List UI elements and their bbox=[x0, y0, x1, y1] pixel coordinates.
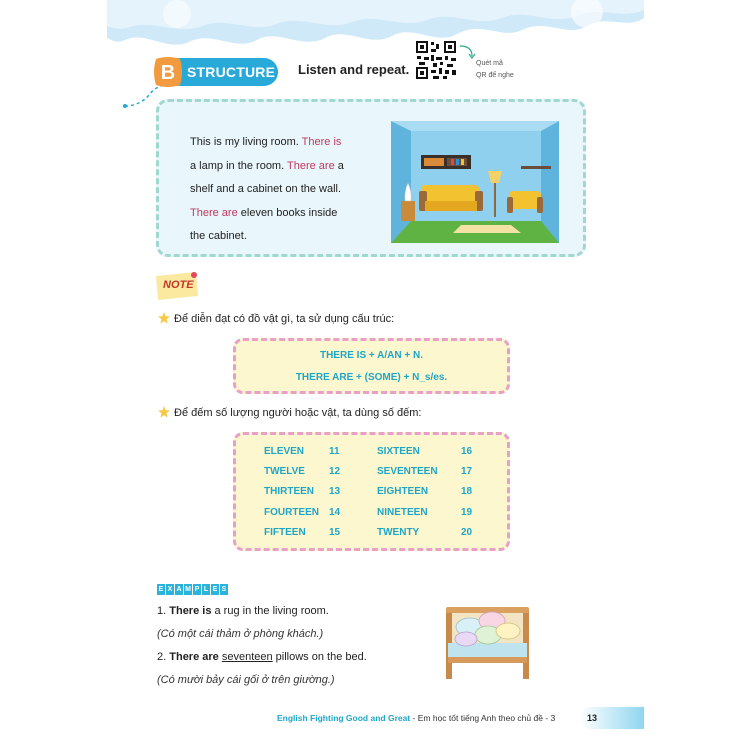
examples-letter: E bbox=[212, 586, 218, 593]
qr-code[interactable] bbox=[415, 40, 457, 80]
examples-letter: X bbox=[167, 586, 173, 593]
examples-letter: S bbox=[221, 586, 227, 593]
examples-letter: E bbox=[158, 586, 164, 593]
number-value: 11 bbox=[329, 446, 340, 457]
number-word: SIXTEEN bbox=[377, 446, 420, 457]
cloud-header-decoration bbox=[107, 0, 644, 60]
number-word: ELEVEN bbox=[264, 446, 305, 457]
number-word: TWENTY bbox=[377, 527, 420, 538]
number-value: 13 bbox=[329, 486, 341, 497]
story-line: There are eleven books inside bbox=[190, 206, 338, 219]
structure-there-are: THERE ARE + (SOME) + N_s/es. bbox=[295, 372, 448, 383]
instruction-text: Listen and repeat. bbox=[298, 62, 410, 77]
footer-subtitle: - Em học tốt tiếng Anh theo chủ đề - 3 bbox=[410, 713, 556, 723]
number-word: SEVENTEEN bbox=[377, 466, 438, 477]
number-word: THIRTEEN bbox=[264, 486, 314, 497]
examples-letter: P bbox=[194, 586, 200, 593]
living-room-illustration bbox=[391, 121, 559, 243]
qr-caption-line2: QR để nghe bbox=[476, 72, 514, 79]
number-value: 18 bbox=[461, 486, 473, 497]
story-line: a lamp in the room. There are a bbox=[190, 159, 344, 172]
curved-arrow-icon bbox=[458, 44, 478, 60]
number-value: 19 bbox=[461, 507, 473, 518]
story-line: shelf and a cabinet on the wall. bbox=[190, 183, 342, 195]
structure-box bbox=[233, 338, 510, 394]
examples-letter: A bbox=[176, 586, 182, 593]
number-value: 16 bbox=[461, 446, 473, 457]
example-1: 1. There is a rug in the living room. bbox=[157, 605, 329, 617]
example-2: 2. There are seventeen pillows on the bed. bbox=[157, 651, 367, 663]
examples-letter: M bbox=[185, 586, 191, 593]
star-icon bbox=[158, 406, 170, 418]
example-bold: There are bbox=[169, 651, 219, 663]
example-bold: There is bbox=[169, 605, 212, 617]
number-value: 12 bbox=[329, 466, 341, 477]
number-value: 20 bbox=[461, 527, 473, 538]
number-word: FIFTEEN bbox=[264, 527, 306, 538]
highlight-text: There are bbox=[190, 206, 238, 219]
note-bullet-1: Để diễn đạt có đồ vật gì, ta sử dụng cấu trúc: bbox=[174, 313, 395, 325]
section-letter-badge bbox=[152, 55, 184, 89]
structure-there-is: THERE IS + A/AN + N. bbox=[320, 350, 423, 361]
qr-caption-line1: Quét mã bbox=[476, 60, 503, 67]
highlight-text: There are bbox=[287, 159, 335, 172]
section-title: STRUCTURE bbox=[187, 64, 276, 80]
story-text bbox=[190, 131, 390, 249]
story-line: the cabinet. bbox=[190, 230, 247, 242]
highlight-text: There is bbox=[301, 136, 342, 148]
number-word: EIGHTEEN bbox=[377, 486, 429, 497]
footer-text bbox=[277, 713, 555, 723]
number-value: 14 bbox=[329, 507, 341, 518]
story-line: This is my living room. There is bbox=[190, 136, 342, 148]
note-bullet-2: Để đếm số lượng người hoặc vật, ta dùng số đếm: bbox=[174, 407, 422, 419]
examples-letter: L bbox=[203, 586, 209, 593]
number-word: NINETEEN bbox=[377, 507, 428, 518]
number-value: 17 bbox=[461, 466, 473, 477]
example-2-translation: (Có mười bảy cái gối ở trên giường.) bbox=[157, 674, 335, 686]
number-value: 15 bbox=[329, 527, 341, 538]
bed-with-pillows-illustration bbox=[440, 595, 535, 681]
examples-label bbox=[157, 578, 229, 596]
note-label: NOTE bbox=[163, 279, 194, 291]
qr-caption bbox=[476, 58, 516, 82]
star-icon bbox=[158, 312, 170, 324]
number-word: TWELVE bbox=[264, 466, 305, 477]
footer-brand: English Fighting Good and Great bbox=[277, 713, 411, 723]
page-number: 13 bbox=[587, 713, 598, 723]
example-underline: seventeen bbox=[221, 651, 273, 663]
example-1-translation: (Có một cái thảm ở phòng khách.) bbox=[157, 628, 324, 640]
section-letter: B bbox=[160, 62, 176, 84]
number-word: FOURTEEN bbox=[264, 507, 319, 518]
